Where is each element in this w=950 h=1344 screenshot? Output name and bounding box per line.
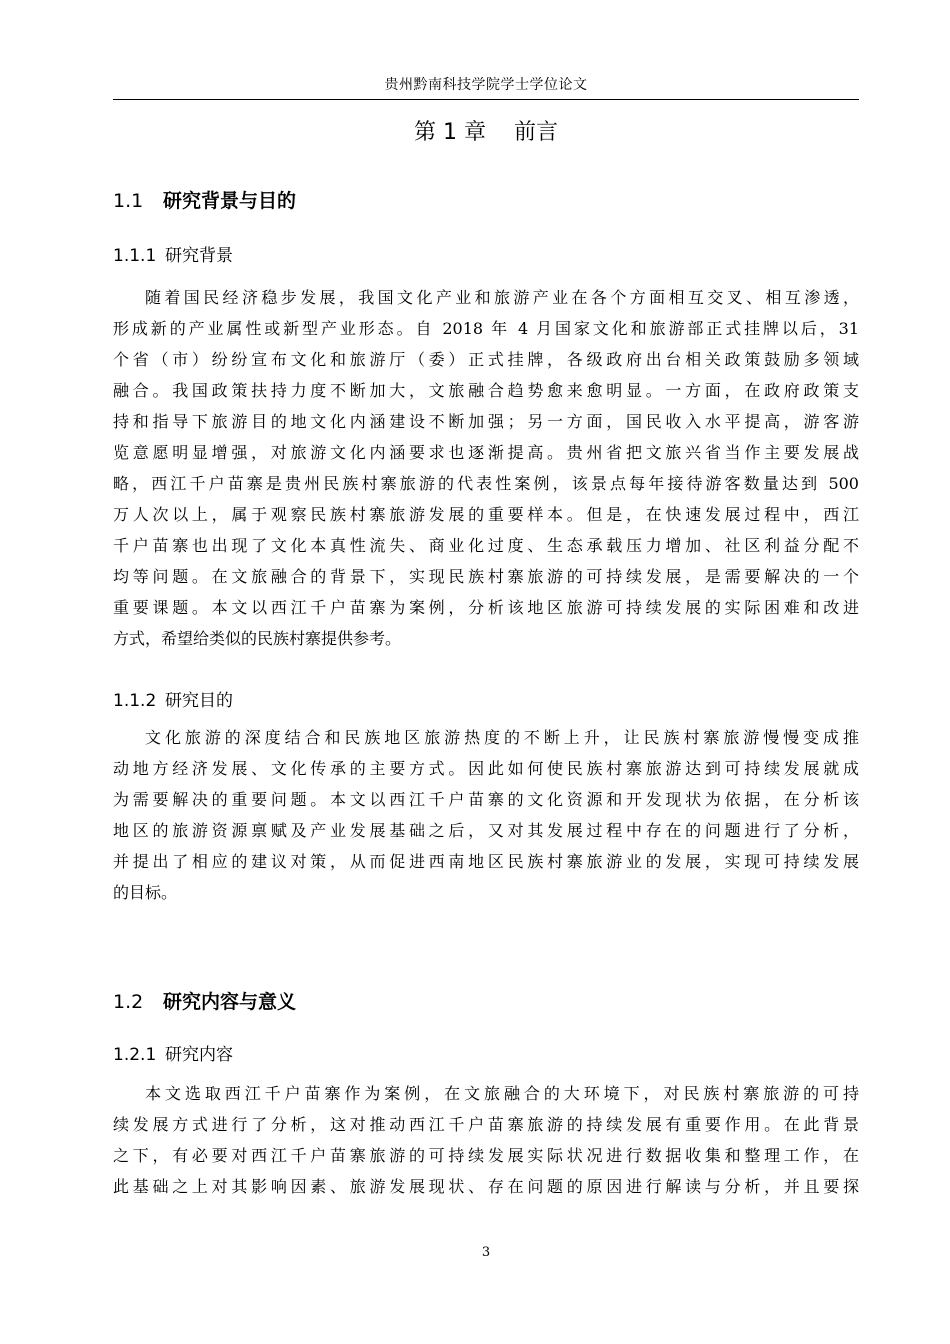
paragraph-line: 之下，有必要对西江千户苗寨旅游的可持续发展实际状况进行数据收集和整理工作，在: [113, 1146, 859, 1165]
subsection-number: 1.1.2: [113, 691, 157, 711]
paragraph-line: 续发展方式进行了分析，这对推动西江千户苗寨旅游的持续发展有重要作用。在此背景: [113, 1115, 859, 1134]
subsection-heading-1-1-1: [113, 241, 233, 266]
header-rule: [113, 99, 859, 100]
paragraph-line: 持和指导下旅游目的地文化内涵建设不断加强；另一方面，国民收入水平提高，游客游: [113, 412, 859, 431]
paragraph-line: 融合。我国政策扶持力度不断加大，文旅融合趋势愈来愈明显。一方面，在政府政策支: [113, 381, 859, 400]
section-number: 1.2: [113, 991, 144, 1013]
paragraph-line: 此基础之上对其影响因素、旅游发展现状、存在问题的原因进行解读与分析，并且要探: [113, 1177, 859, 1196]
paragraph-line: 千户苗寨也出现了文化本真性流失、商业化过度、生态承载压力增加、社区利益分配不: [113, 536, 859, 555]
page-number: 3: [481, 1245, 491, 1260]
paragraph-line: 并提出了相应的建议对策，从而促进西南地区民族村寨旅游业的发展，实现可持续发展: [113, 852, 859, 871]
subsection-heading-1-2-1: [113, 1040, 233, 1065]
section-number: 1.1: [113, 190, 144, 212]
subsection-number: 1.2.1: [113, 1045, 157, 1065]
paragraph-line: 重要课题。本文以西江千户苗寨为案例，分析该地区旅游可持续发展的实际困难和改进: [113, 598, 859, 617]
paragraph-line: 动地方经济发展、文化传承的主要方式。因此如何使民族村寨旅游达到可持续发展就成: [113, 759, 859, 778]
paragraph-line: 方式，希望给类似的民族村寨提供参考。: [113, 629, 402, 648]
subsection-title: 研究内容: [165, 1045, 233, 1065]
paragraph-line: 均等问题。在文旅融合的背景下，实现民族村寨旅游的可持续发展，是需要解决的一个: [113, 567, 859, 586]
paragraph-line: 为需要解决的重要问题。本文以西江千户苗寨的文化资源和开发现状为依据，在分析该: [113, 790, 859, 809]
paragraph-research-content: [113, 1078, 859, 1202]
paragraph-line: 的目标。: [113, 883, 178, 902]
subsection-title: 研究目的: [165, 691, 233, 711]
subsection-title: 研究背景: [165, 246, 233, 266]
paragraph-research-purpose: [113, 722, 859, 908]
paragraph-line: 本文选取西江千户苗寨作为案例，在文旅融合的大环境下，对民族村寨旅游的可持: [145, 1084, 859, 1103]
paragraph-line: 形成新的产业属性或新型产业形态。自 2018 年 4 月国家文化和旅游部正式挂牌以后，31: [113, 319, 859, 338]
running-header: 贵州黔南科技学院学士学位论文: [384, 77, 588, 93]
subsection-heading-1-1-2: [113, 686, 233, 711]
section-heading-1-2: [113, 987, 296, 1014]
paragraph-line: 地区的旅游资源禀赋及产业发展基础之后，又对其发展过程中存在的问题进行了分析，: [113, 821, 859, 840]
section-title: 研究内容与意义: [163, 991, 297, 1013]
subsection-number: 1.1.1: [113, 246, 157, 266]
paragraph-line: 览意愿明显增强，对旅游文化内涵要求也逐渐提高。贵州省把文旅兴省当作主要发展战: [113, 443, 859, 462]
paragraph-line: 略，西江千户苗寨是贵州民族村寨旅游的代表性案例，该景点每年接待游客数量达到 500: [113, 474, 859, 493]
paragraph-line: 万人次以上，属于观察民族村寨旅游发展的重要样本。但是，在快速发展过程中，西江: [113, 505, 859, 524]
chapter-title: 第 1 章 前言: [414, 120, 558, 145]
section-heading-1-1: [113, 186, 296, 213]
paragraph-research-background: [113, 282, 859, 654]
paragraph-line: 文化旅游的深度结合和民族地区旅游热度的不断上升，让民族村寨旅游慢慢变成推: [145, 728, 859, 747]
paragraph-line: 随着国民经济稳步发展，我国文化产业和旅游产业在各个方面相互交叉、相互渗透，: [145, 288, 859, 307]
section-title: 研究背景与目的: [163, 190, 297, 212]
paragraph-line: 个省（市）纷纷宣布文化和旅游厅（委）正式挂牌，各级政府出台相关政策鼓励多领域: [113, 350, 859, 369]
